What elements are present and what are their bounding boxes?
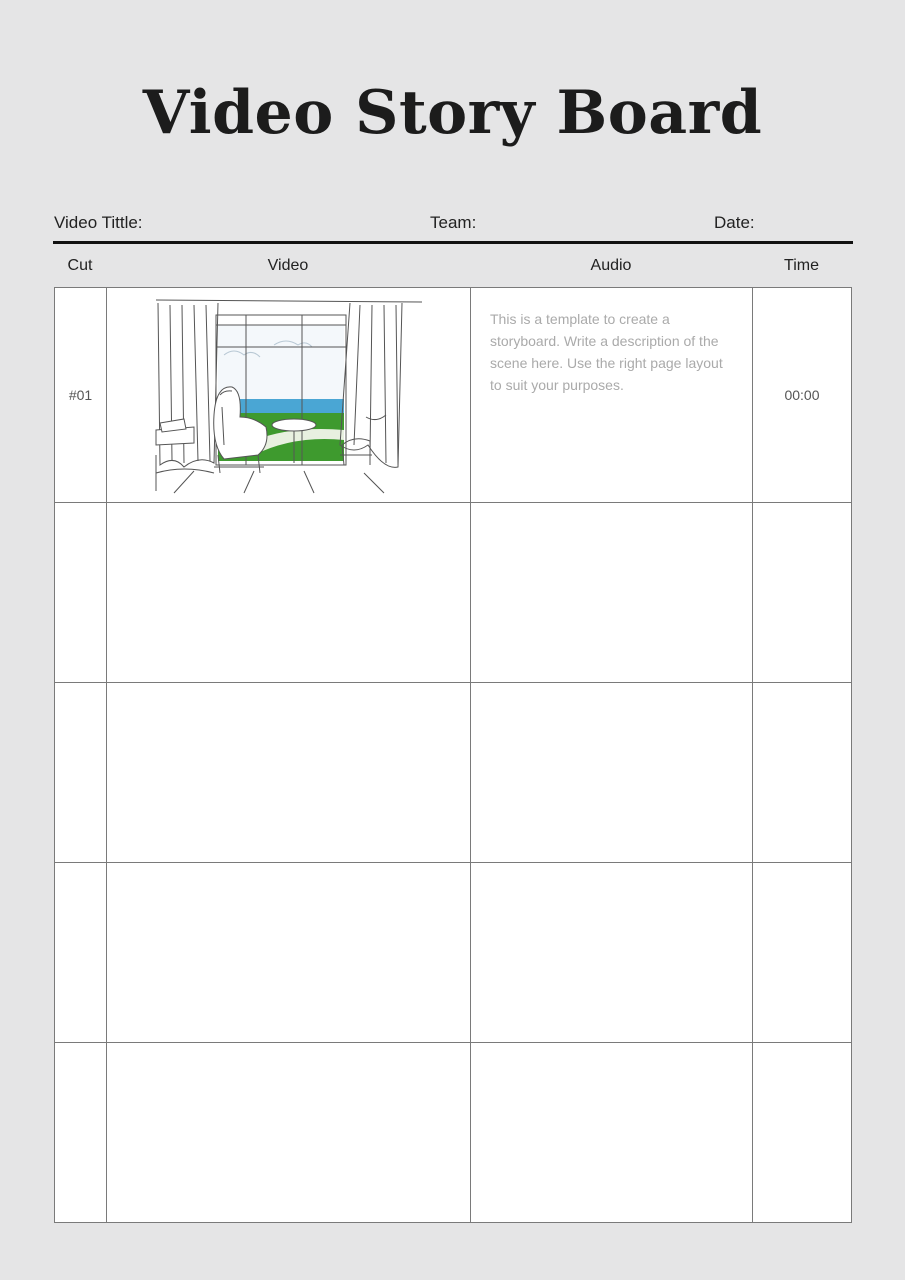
cut-cell[interactable] xyxy=(55,503,107,683)
audio-cell[interactable] xyxy=(471,288,753,503)
video-title-label: Video Tittle: xyxy=(54,213,143,232)
date-label: Date: xyxy=(714,213,755,232)
cut-cell[interactable] xyxy=(55,683,107,863)
time-cell[interactable] xyxy=(753,863,852,1043)
column-header-cut: Cut xyxy=(67,257,93,274)
scene-description: This is a template to create a storyboard. Write a description of the scene here. Use the right page layout to suit your purposes. xyxy=(490,311,723,393)
video-cell[interactable] xyxy=(107,863,471,1043)
column-header-video: Video xyxy=(267,257,309,274)
time-cell[interactable] xyxy=(753,503,852,683)
video-cell[interactable] xyxy=(107,1043,471,1223)
time-cell[interactable] xyxy=(753,683,852,863)
column-header-time: Time xyxy=(784,257,819,274)
column-header-audio: Audio xyxy=(590,257,632,274)
window-scene-sketch xyxy=(154,295,424,495)
video-cell[interactable] xyxy=(107,503,471,683)
table-row xyxy=(55,683,852,863)
table-row xyxy=(55,288,852,503)
team-label: Team: xyxy=(430,213,477,232)
time-cell[interactable]: 00:00 xyxy=(753,288,852,503)
audio-cell[interactable] xyxy=(471,503,753,683)
table-row xyxy=(55,503,852,683)
video-cell[interactable] xyxy=(107,288,471,503)
audio-cell[interactable] xyxy=(471,683,753,863)
audio-cell[interactable] xyxy=(471,863,753,1043)
video-cell[interactable] xyxy=(107,683,471,863)
cut-cell[interactable] xyxy=(55,863,107,1043)
cut-cell[interactable] xyxy=(55,1043,107,1223)
page-title: Video Story Board xyxy=(142,78,763,148)
table-row xyxy=(55,863,852,1043)
header-divider xyxy=(53,241,853,244)
table-row xyxy=(55,1043,852,1223)
storyboard-table xyxy=(54,287,852,1223)
time-cell[interactable] xyxy=(753,1043,852,1223)
cut-cell[interactable]: #01 xyxy=(55,288,107,503)
audio-cell[interactable] xyxy=(471,1043,753,1223)
